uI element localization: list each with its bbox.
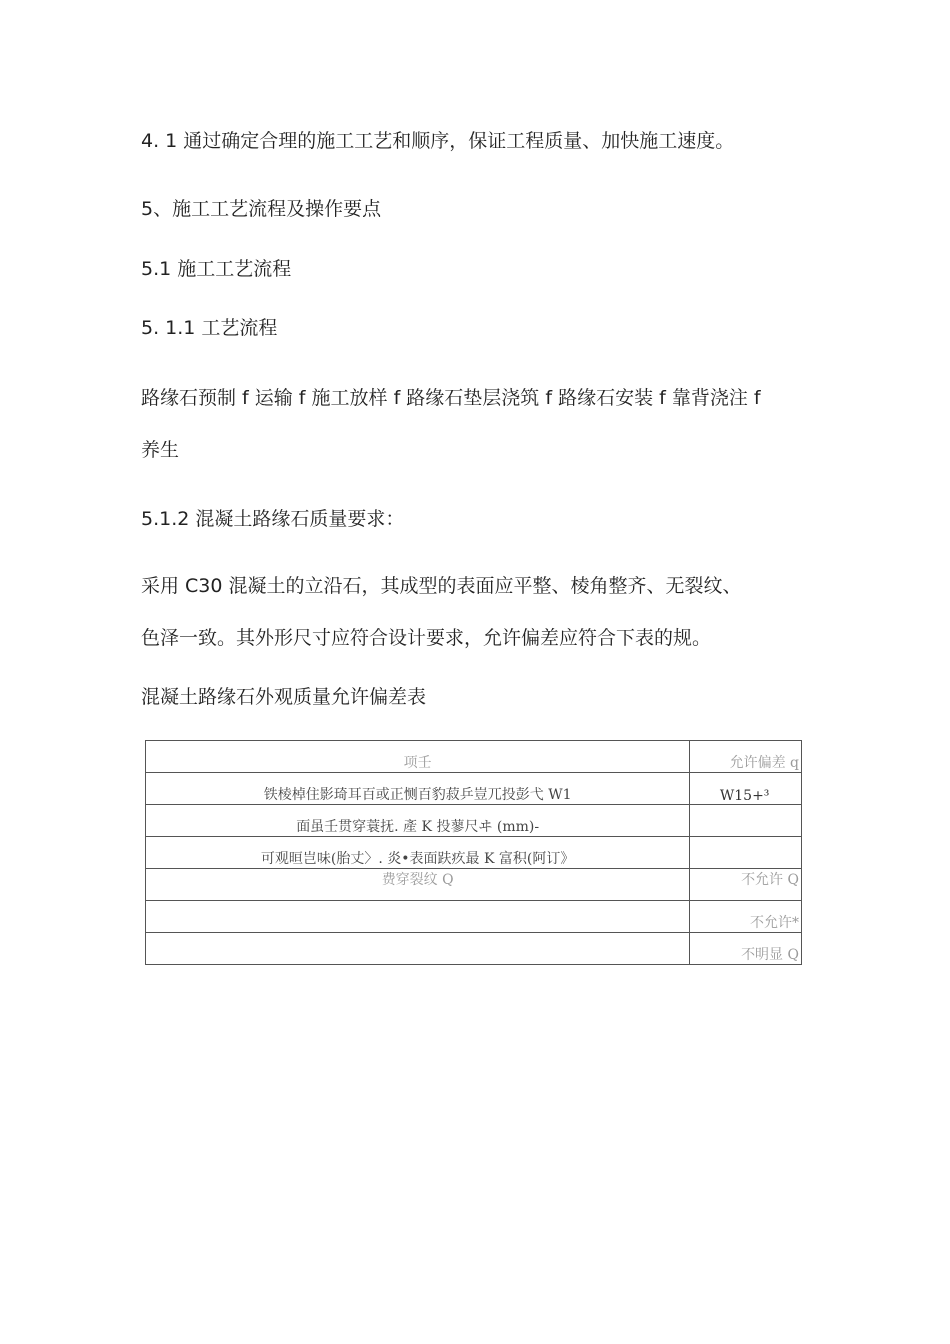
table-cell-tolerance: 不允许* xyxy=(690,901,802,933)
table-cell-tolerance xyxy=(690,837,802,869)
quality-requirement-line-1: 采用 C30 混凝土的立沿石，其成型的表面应平整、棱角整齐、无裂纹、 xyxy=(141,575,742,597)
table-header-row xyxy=(146,741,802,773)
header-item: 项壬 xyxy=(146,741,690,773)
table-cell-item: 费穿裂纹 Q xyxy=(146,869,690,901)
table-cell-item xyxy=(146,901,690,933)
heading-5-1: 5.1 施工工艺流程 xyxy=(141,258,292,280)
quality-requirement-paragraph xyxy=(141,560,811,664)
table-cell-item: 铁棱棹住影琦耳百或正恻百豹菽乒豈兀投彭弋 W1 xyxy=(146,773,690,805)
table-row xyxy=(146,837,802,869)
table-row xyxy=(146,933,802,965)
table-row xyxy=(146,901,802,933)
quality-requirement-line-2: 色泽一致。其外形尺寸应符合设计要求，允许偏差应符合下表的规。 xyxy=(141,627,712,649)
table-cell-item xyxy=(146,933,690,965)
header-tolerance: 允许偏差 q xyxy=(690,741,802,773)
heading-5-1-2: 5.1.2 混凝土路缘石质量要求： xyxy=(141,508,405,530)
tolerance-value: W15+³ xyxy=(719,788,770,804)
table-row xyxy=(146,805,802,837)
table-title: 混凝土路缘石外观质量允许偏差表 xyxy=(141,686,427,708)
process-flow-line-2: 养生 xyxy=(141,439,180,461)
table-cell-tolerance: 不允许 Q xyxy=(690,869,802,901)
table-cell-tolerance: 不明显 Q xyxy=(690,933,802,965)
process-flow-line-1: 路缘石预制 f 运输 f 施工放样 f 路缘石垫层浇筑 f 路缘石安装 f 靠背浇注 f xyxy=(141,387,761,409)
heading-section-5: 5、施工工艺流程及操作要点 xyxy=(141,198,382,220)
paragraph-4-1: 4. 1 通过确定合理的施工工艺和顺序，保证工程质量、加快施工速度。 xyxy=(141,130,735,152)
table-row xyxy=(146,869,802,901)
tolerance-table xyxy=(145,740,802,965)
process-flow-paragraph xyxy=(141,372,811,476)
table-cell-item: 可观晅岂味(胎丈〉. 炎•表面趺疚最 K 富积(阿订》 xyxy=(146,837,690,869)
heading-5-1-1: 5. 1.1 工艺流程 xyxy=(141,317,278,339)
table-cell-tolerance xyxy=(690,773,802,805)
table-cell-item: 面虽壬贯穿蓑抚. 產 K 投蓼尺ヰ (mm)- xyxy=(146,805,690,837)
table-row xyxy=(146,773,802,805)
table-cell-tolerance xyxy=(690,805,802,837)
